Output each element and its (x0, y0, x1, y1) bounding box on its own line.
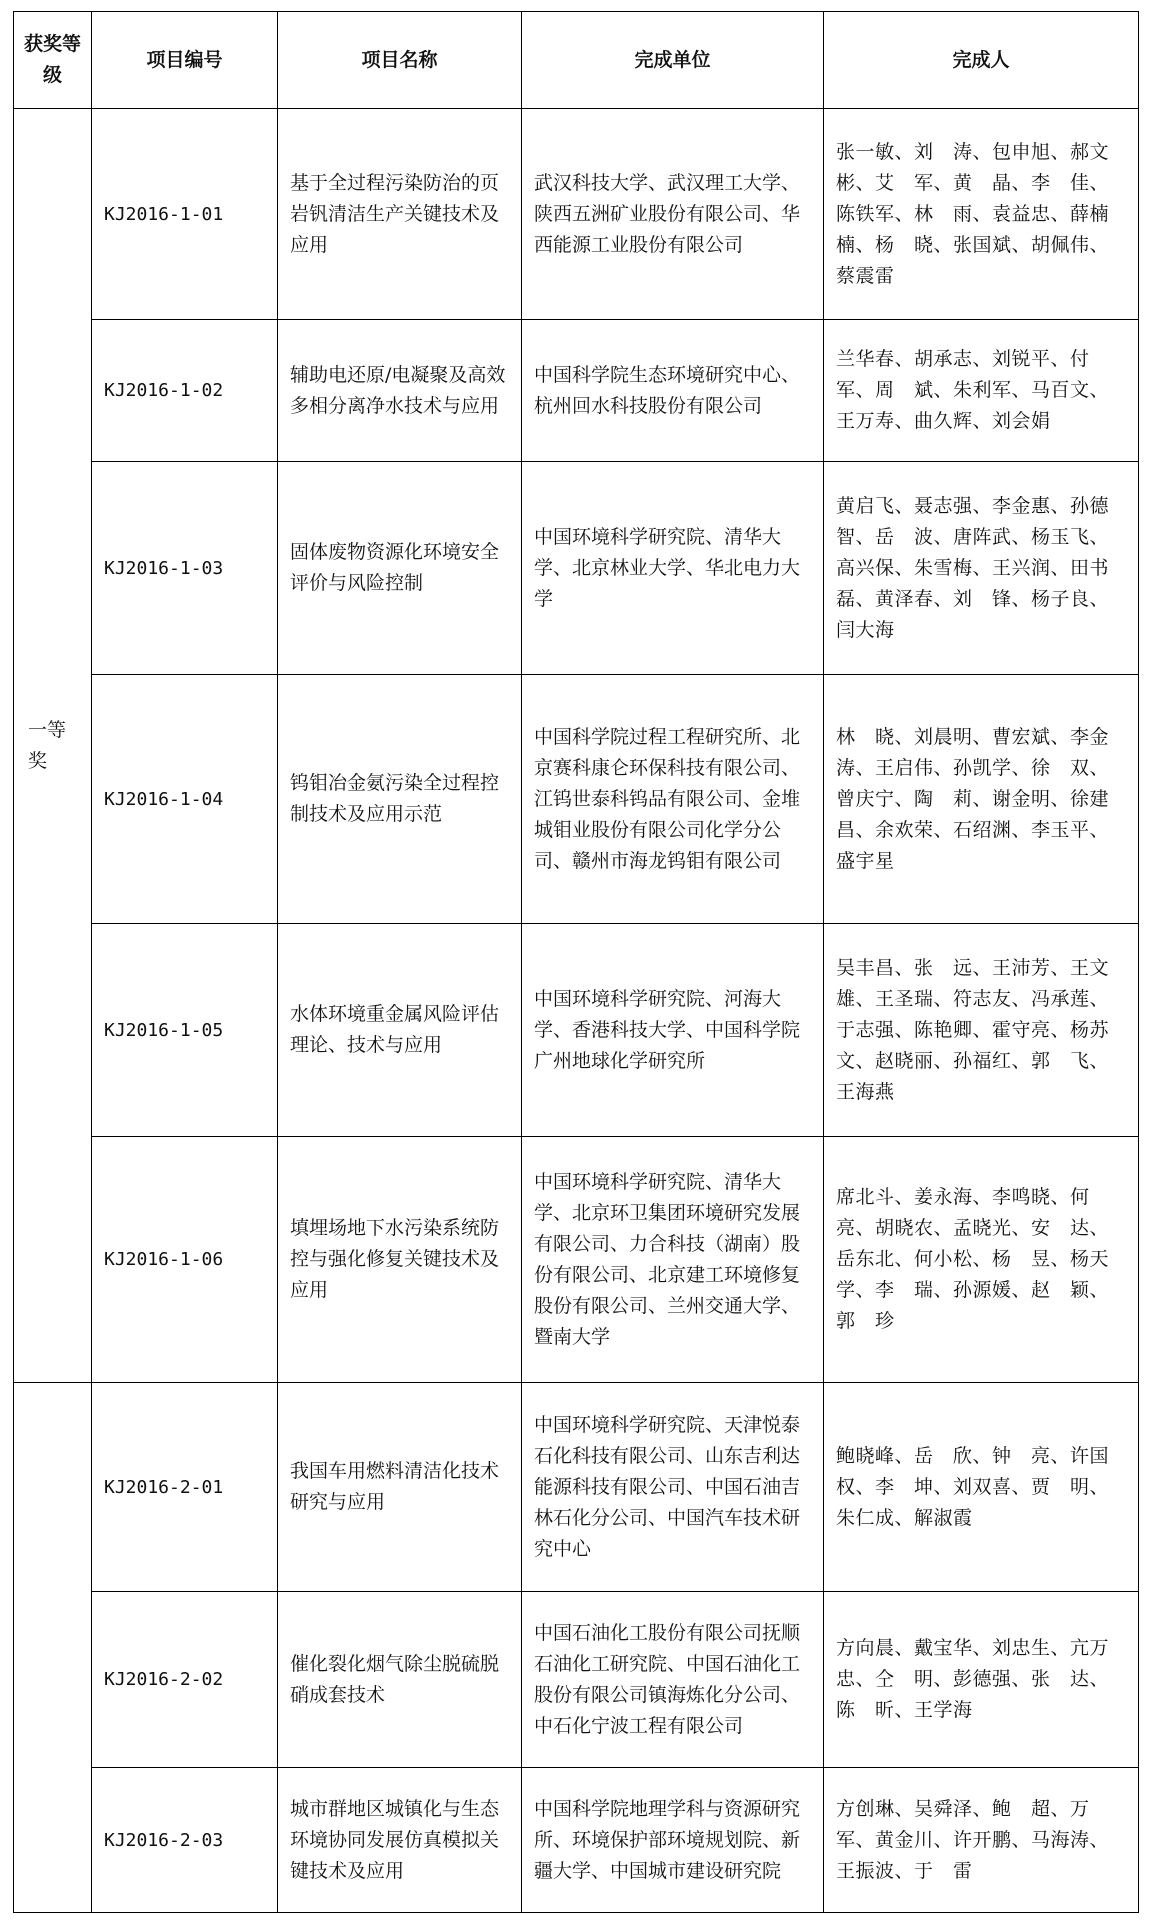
project-name: 辅助电还原/电凝聚及高效多相分离净水技术与应用 (278, 320, 522, 462)
project-people: 黄启飞、聂志强、李金惠、孙德智、岳 波、唐阵武、杨玉飞、高兴保、朱雪梅、王兴润、田书磊、黄泽春、刘 锋、杨子良、闫大海 (824, 462, 1139, 675)
header-code: 项目编号 (92, 12, 278, 109)
project-code: KJ2016-2-02 (92, 1592, 278, 1768)
award-table (13, 11, 1139, 1913)
project-code: KJ2016-1-02 (92, 320, 278, 462)
project-name: 水体环境重金属风险评估理论、技术与应用 (278, 924, 522, 1137)
project-units: 中国科学院生态环境研究中心、杭州回水科技股份有限公司 (522, 320, 824, 462)
header-units: 完成单位 (522, 12, 824, 109)
project-people: 席北斗、姜永海、李鸣晓、何 亮、胡晓农、孟晓光、安 达、岳东北、何小松、杨 昱、杨天学、李 瑞、孙源媛、赵 颖、郭 珍 (824, 1137, 1139, 1383)
table-row (14, 675, 1139, 924)
project-units: 中国环境科学研究院、河海大学、香港科技大学、中国科学院广州地球化学研究所 (522, 924, 824, 1137)
grade-cell-second (14, 1383, 92, 1913)
project-code: KJ2016-1-04 (92, 675, 278, 924)
header-row (14, 12, 1139, 109)
project-name: 我国车用燃料清洁化技术研究与应用 (278, 1383, 522, 1592)
table-row (14, 462, 1139, 675)
table-row (14, 1592, 1139, 1768)
project-name: 钨钼冶金氨污染全过程控制技术及应用示范 (278, 675, 522, 924)
project-units: 武汉科技大学、武汉理工大学、陕西五洲矿业股份有限公司、华西能源工业股份有限公司 (522, 109, 824, 320)
project-name: 基于全过程污染防治的页岩钒清洁生产关键技术及应用 (278, 109, 522, 320)
project-people: 林 晓、刘晨明、曹宏斌、李金涛、王启伟、孙凯学、徐 双、曾庆宁、陶 莉、谢金明、徐建昌、余欢荣、石绍渊、李玉平、盛宇星 (824, 675, 1139, 924)
table-row (14, 320, 1139, 462)
project-code: KJ2016-2-03 (92, 1768, 278, 1913)
header-grade: 获奖等级 (14, 12, 92, 109)
project-people: 鲍晓峰、岳 欣、钟 亮、许国权、李 坤、刘双喜、贾 明、朱仁成、解淑霞 (824, 1383, 1139, 1592)
project-units: 中国科学院过程工程研究所、北京赛科康仑环保科技有限公司、江钨世泰科钨品有限公司、金堆城钼业股份有限公司化学分公司、赣州市海龙钨钼有限公司 (522, 675, 824, 924)
table-row (14, 1383, 1139, 1592)
table-row (14, 924, 1139, 1137)
header-people: 完成人 (824, 12, 1139, 109)
project-units: 中国石油化工股份有限公司抚顺石油化工研究院、中国石油化工股份有限公司镇海炼化分公司、中石化宁波工程有限公司 (522, 1592, 824, 1768)
table-row (14, 1768, 1139, 1913)
project-units: 中国环境科学研究院、清华大学、北京环卫集团环境研究发展有限公司、力合科技（湖南）股份有限公司、北京建工环境修复股份有限公司、兰州交通大学、暨南大学 (522, 1137, 824, 1383)
header-name: 项目名称 (278, 12, 522, 109)
grade-cell-first: 一等奖 (14, 109, 92, 1383)
project-units: 中国科学院地理学科与资源研究所、环境保护部环境规划院、新疆大学、中国城市建设研究院 (522, 1768, 824, 1913)
project-name: 催化裂化烟气除尘脱硫脱硝成套技术 (278, 1592, 522, 1768)
table-row (14, 109, 1139, 320)
project-units: 中国环境科学研究院、天津悦泰石化科技有限公司、山东吉利达能源科技有限公司、中国石油吉林石化分公司、中国汽车技术研究中心 (522, 1383, 824, 1592)
project-code: KJ2016-1-03 (92, 462, 278, 675)
project-name: 城市群地区城镇化与生态环境协同发展仿真模拟关键技术及应用 (278, 1768, 522, 1913)
project-people: 张一敏、刘 涛、包申旭、郝文彬、艾 军、黄 晶、李 佳、陈铁军、林 雨、袁益忠、薛楠楠、杨 晓、张国斌、胡佩伟、蔡震雷 (824, 109, 1139, 320)
project-name: 填埋场地下水污染系统防控与强化修复关键技术及应用 (278, 1137, 522, 1383)
project-name: 固体废物资源化环境安全评价与风险控制 (278, 462, 522, 675)
project-units: 中国环境科学研究院、清华大学、北京林业大学、华北电力大学 (522, 462, 824, 675)
project-people: 兰华春、胡承志、刘锐平、付 军、周 斌、朱利军、马百文、王万寿、曲久辉、刘会娟 (824, 320, 1139, 462)
project-code: KJ2016-1-06 (92, 1137, 278, 1383)
project-people: 吴丰昌、张 远、王沛芳、王文雄、王圣瑞、符志友、冯承莲、于志强、陈艳卿、霍守亮、杨苏文、赵晓丽、孙福红、郭 飞、王海燕 (824, 924, 1139, 1137)
award-table-container (13, 11, 1139, 1913)
project-code: KJ2016-1-05 (92, 924, 278, 1137)
table-row (14, 1137, 1139, 1383)
project-code: KJ2016-2-01 (92, 1383, 278, 1592)
project-code: KJ2016-1-01 (92, 109, 278, 320)
project-people: 方创琳、吴舜泽、鲍 超、万 军、黄金川、许开鹏、马海涛、王振波、于 雷 (824, 1768, 1139, 1913)
project-people: 方向晨、戴宝华、刘忠生、亢万忠、仝 明、彭德强、张 达、陈 昕、王学海 (824, 1592, 1139, 1768)
